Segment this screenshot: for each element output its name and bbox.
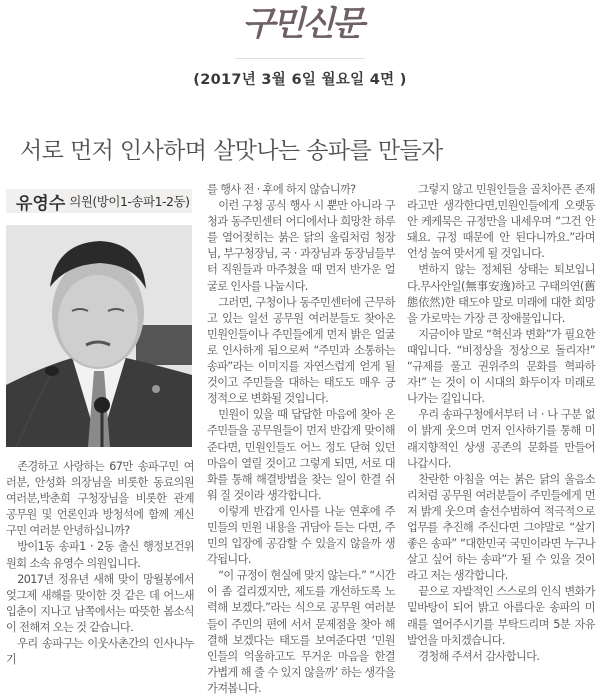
article-headline: 서로 먼저 인사하며 살맛나는 송파를 만들자 [20,138,443,164]
paragraph: 를 행사 전 · 후에 하지 않습니까? [207,183,356,196]
paragraph: 방이1동 송파1 · 2동 출신 행정보건위원회 소속 유영수 의원입니다. [6,540,194,570]
logo-divider [235,58,365,59]
paragraph: 2017년 정유년 새해 맞이 망월봉에서 엊그제 새해를 맞이한 것 같은 데 어느새 입춘이 지나고 남쪽에서는 따뜻한 봄소식이 전해져 오는 것 같습니다. [6,572,194,634]
newspaper-logo: 구민신문 [242,4,362,44]
speaker-portrait-photo-icon [6,225,192,447]
article-column-2 [207,182,395,697]
paragraph: 변하지 않는 정체된 상태는 퇴보입니다.무사안일(無事安逸)하고 구태의연(舊態依然)한 태도야 말로 미래에 대한 희망을 가로막는 가장 큰 장애물입니다. [407,263,595,325]
paragraph: 우리 송파구청에서부터 너 · 나 구분 없이 밝게 웃으며 먼저 인사하기를 통해 미래지향적인 상생 공존의 문화를 만들어 나갑시다. [407,408,595,470]
author-byline [6,189,192,213]
masthead [0,0,600,88]
paragraph: 이런 구청 공식 행사 시 뿐만 아니라 구청과 동주민센터 어디에서나 희망찬 하루를 열어젖히는 붉은 닭의 울림처럼 청장님, 부구청장님, 국 · 과장님과 동장님들부터 직원들과 마주쳤을 때 먼저 반가운 얼굴로 인사를 나눕시다. [207,199,395,293]
author-title: 의원(방이1-송파1-2동) [69,194,190,209]
paragraph: 그렇지 않고 민원인들을 골치아픈 존재라고만 생각한다면,민원인들에게 오랫동안 케케묵은 규정만을 내세우며 “그건 안 돼요. 규정 때문에 안 된다니까요.”라며 언성 높여 맞서게 될 것입니다. [407,183,595,261]
paragraph: 이렇게 반갑게 인사를 나눈 연후에 주민들의 민원 내용을 귀담아 듣는 다면, 주민의 입장에 공감할 수 있을지 않을까 생각됩니다. [207,504,395,567]
paragraph: 존경하고 사랑하는 67만 송파구민 여러분, 안성화 의장님을 비롯한 동료의원 여러분,박춘희 구청장님을 비롯한 관계 공무원 및 언론인과 방청석에 함께 계신 구민 여러분 안녕하십니까? [6,460,194,538]
paragraph: 찬란한 아침을 여는 붉은 닭의 울음소리처럼 공무원 여러분들이 주민들에게 먼저 밝게 웃으며 솔선수범하여 적극적으로 업무를 추진해 주신다면 그야말로 “살기 좋은 송파” “대한민국 국민이라면 누구나 살고 싶어 하는 송파”가 될 수 있을 것이라고 저는 생각합니다. [407,472,595,583]
paragraph: 경청해 주셔서 감사합니다. [418,649,540,663]
paragraph: 지금이야 말로 “혁신과 변화”가 필요한 때입니다. “비정상을 정상으로 돌리자!” “규제를 풀고 권위주의 문화를 혁파하자!” 는 것이 이 시대의 화두이자 미래로 나가는 길입니다. [407,327,595,406]
paragraph: 그러면, 구청이나 동주민센터에 근무하고 있는 일선 공무원 여러분들도 찾아온 민원인들이나 주민들에게 먼저 밝은 얼굴로 인사하게 됨으로써 “주민과 소통하는 송파”라는 이미지를 자연스럽게 얻게 될 것이고 주민들을 대하는 태도도 매우 긍정적으로 변화될 것입니다. [207,295,395,406]
article-column-1 [6,459,194,668]
issue-date-line: (2017년 3월 6일 월요일 4면 ) [193,72,407,88]
paragraph: “이 규정이 현실에 맞지 않는다.” “시간이 좀 걸리겠지만, 제도를 개선하도록 노력해 보겠다.”라는 식으로 공무원 여러분들이 주민의 편에 서서 문제점을 찾아 해결해 보겠다는 태도를 보여준다면 ‘민원인들의 억울하고도 무거운 마음을 한결 가볍게 해 줄 수 있지 않을까’ 하는 생각을 가져봅니다. [207,569,395,695]
paragraph: 끝으로 자발적인 스스로의 인식 변화가 밑바탕이 되어 밝고 아름다운 송파의 미래를 열어주시기를 부탁드리며 5분 자유발언을 마치겠습니다. [407,585,595,647]
article-column-3 [407,182,595,665]
paragraph: 민원이 있을 때 답답한 마음에 찾아 온 주민들을 공무원들이 먼저 반갑게 맞이해 준다면, 민원인들도 어느 정도 닫혀 있던 마음이 열릴 것이고 그렇게 되면, 서로 대화를 통해 해결방법을 찾는 일이 한결 쉬워 질 것이라 생각합니다. [207,408,395,502]
author-name: 유영수 [16,193,66,214]
author-photo [6,225,192,447]
paragraph: 우리 송파구는 이웃사촌간의 인사나누기 [6,637,194,667]
